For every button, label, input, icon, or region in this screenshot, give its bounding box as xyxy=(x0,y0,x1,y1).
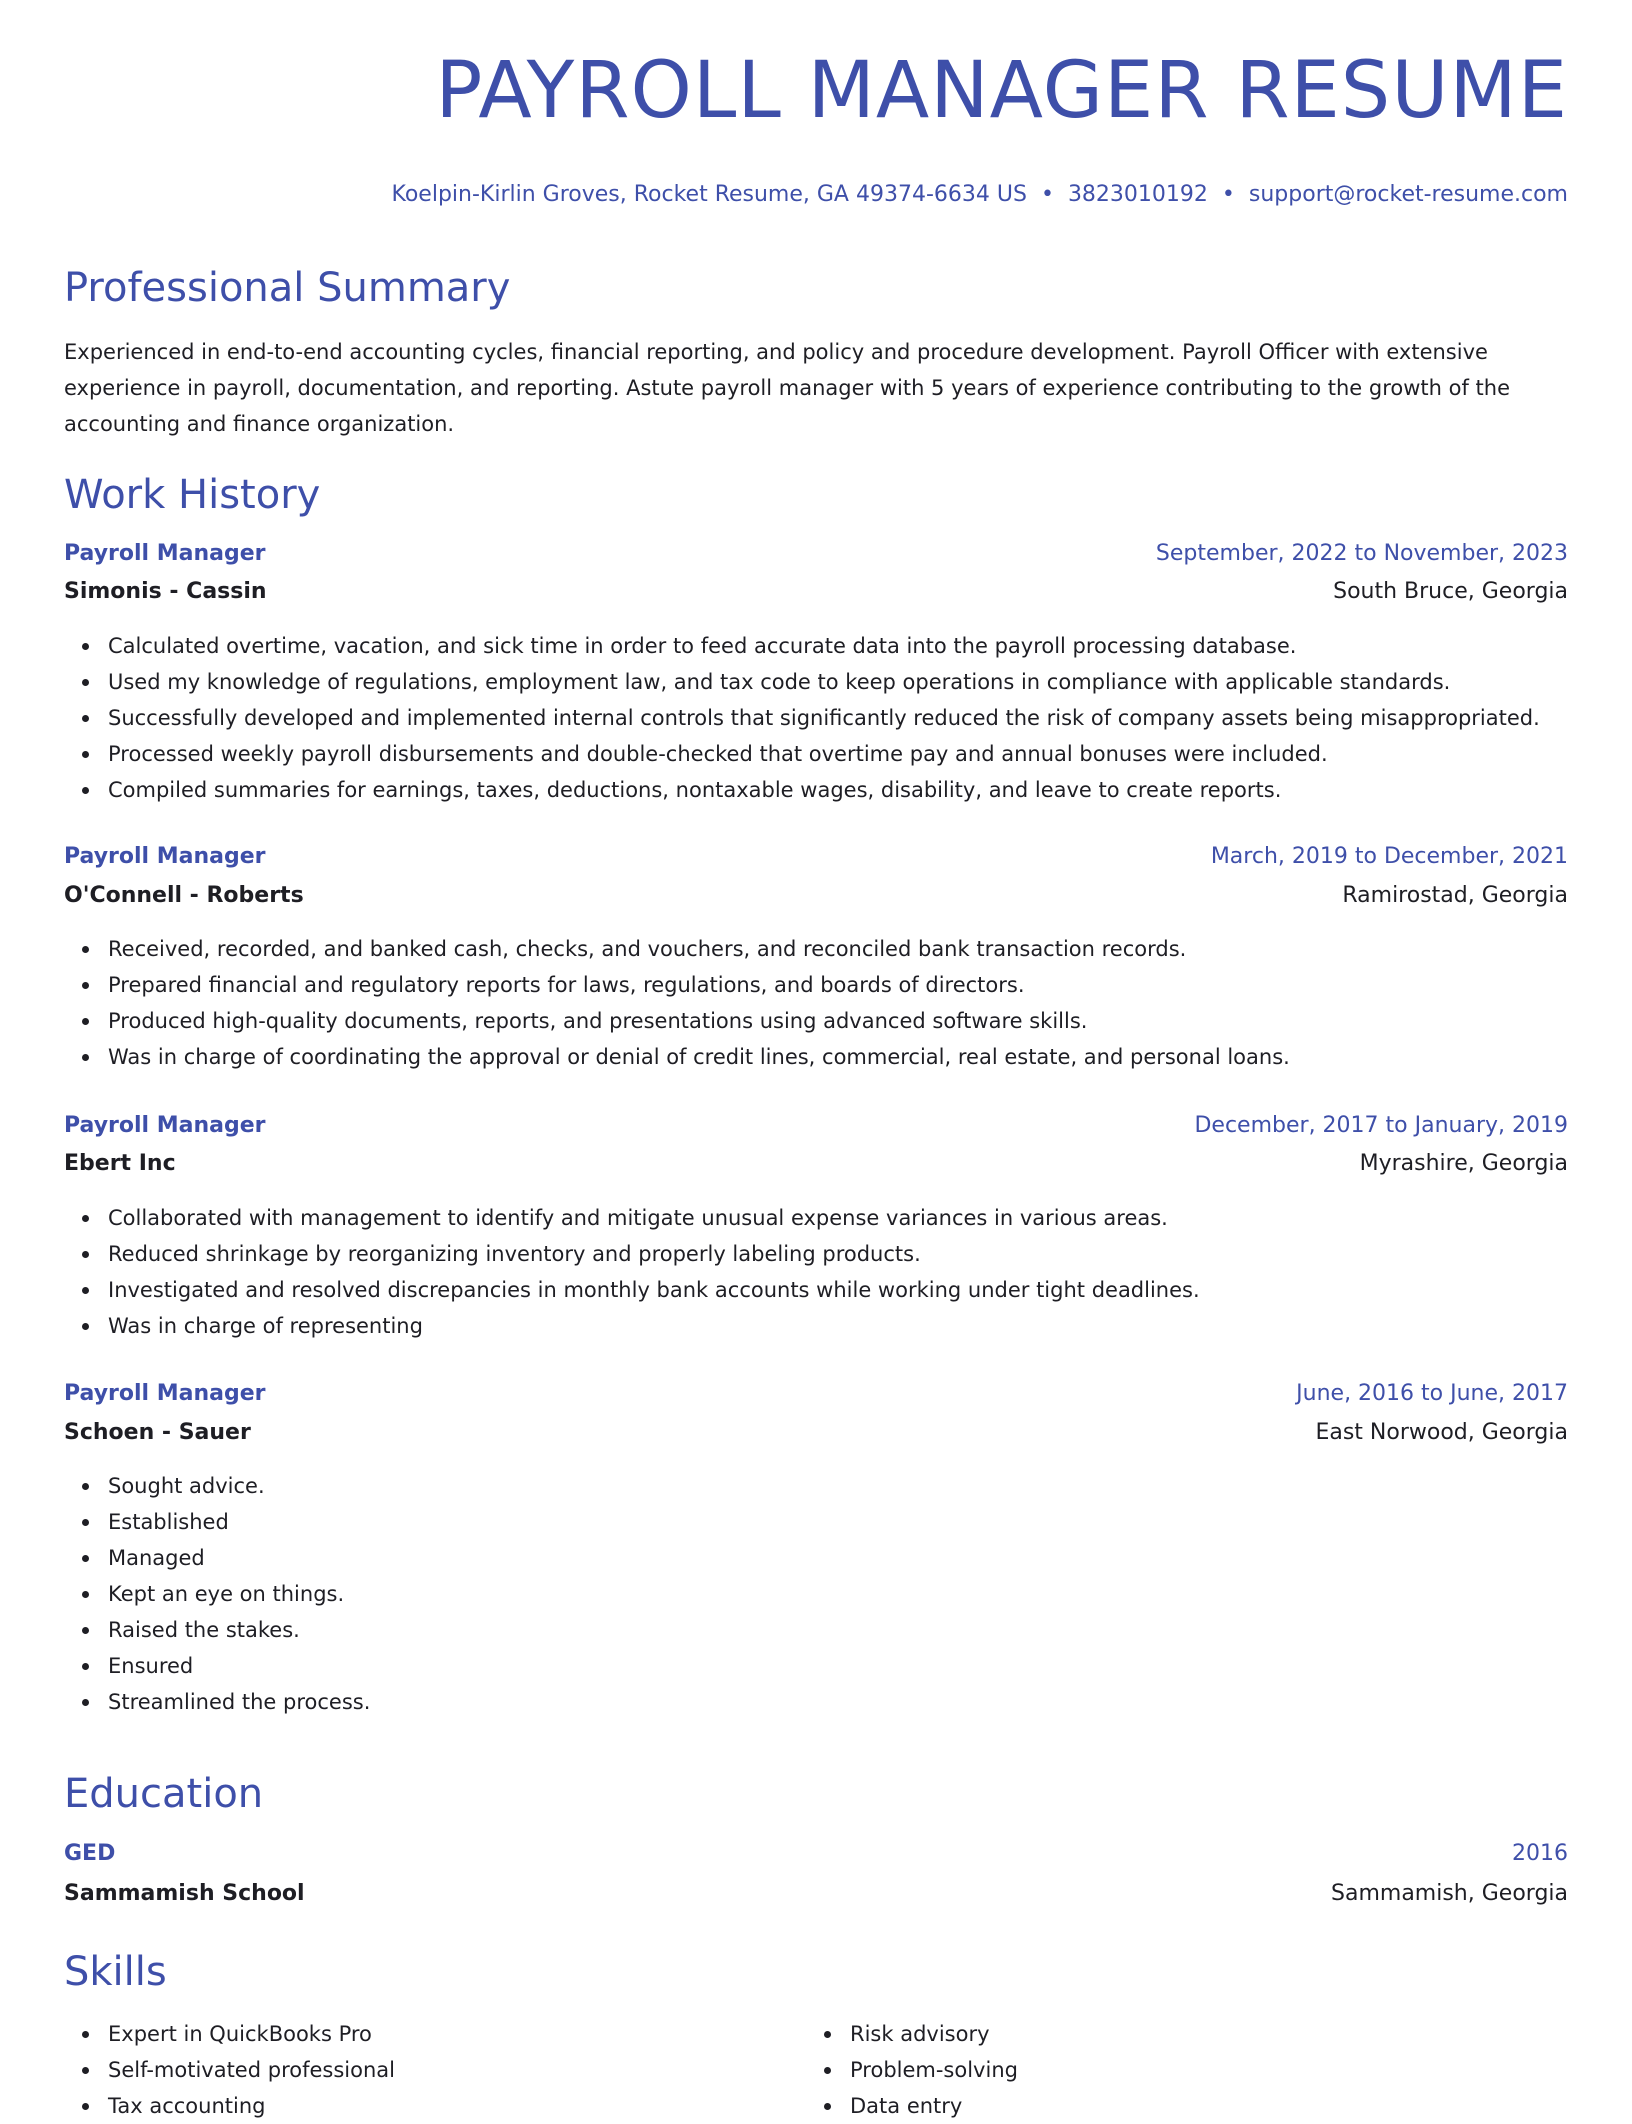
job-bullet-list xyxy=(64,1200,1568,1344)
job-dates: June, 2016 to June, 2017 xyxy=(1296,1381,1568,1406)
list-item: Ensured xyxy=(108,1648,1568,1684)
job-header xyxy=(64,1381,1568,1411)
work-history-heading: Work History xyxy=(64,472,321,518)
job-employer: Ebert Inc xyxy=(64,1151,176,1176)
list-item: Kept an eye on things. xyxy=(108,1576,1568,1612)
list-item: Problem-solving xyxy=(850,2052,1550,2088)
list-item: Reduced shrinkage by reorganizing inventory and properly labeling products. xyxy=(108,1236,1568,1272)
job-title: Payroll Manager xyxy=(64,541,266,566)
skills-list-left xyxy=(64,2016,808,2124)
job-location: East Norwood, Georgia xyxy=(1315,1420,1568,1445)
list-item: Compiled summaries for earnings, taxes, deductions, nontaxable wages, disability, and leave to create reports. xyxy=(108,772,1568,808)
job-bullet-list xyxy=(64,1468,1568,1720)
list-item: Calculated overtime, vacation, and sick time in order to feed accurate data into the payroll processing database. xyxy=(108,628,1568,664)
list-item: Managed xyxy=(108,1540,1568,1576)
list-item: Established xyxy=(108,1504,1568,1540)
list-item: Used my knowledge of regulations, employment law, and tax code to keep operations in compliance with applicable standards. xyxy=(108,664,1568,700)
education-header xyxy=(64,1841,1568,1871)
job-title: Payroll Manager xyxy=(64,1113,266,1138)
contact-separator: • xyxy=(1040,182,1054,207)
job-location: South Bruce, Georgia xyxy=(1333,579,1568,604)
job-location: Myrashire, Georgia xyxy=(1359,1151,1568,1176)
education-location: Sammamish, Georgia xyxy=(1331,1881,1568,1906)
list-item: Prepared financial and regulatory reports for laws, regulations, and boards of directors. xyxy=(108,967,1568,1003)
summary-text: Experienced in end-to-end accounting cycles, financial reporting, and policy and procedure development. Payroll Officer with extensive experience in payroll, documentation, and reporting. Astute payroll manager with 5 years of experience contributing to the growth of the accounting and finance organization. xyxy=(64,340,1510,436)
skills-heading: Skills xyxy=(64,1949,167,1995)
list-item: Was in charge of coordinating the approval or denial of credit lines, commercial, real estate, and personal loans. xyxy=(108,1039,1568,1075)
list-item: Processed weekly payroll disbursements and double-checked that overtime pay and annual bonuses were included. xyxy=(108,736,1568,772)
list-item: Was in charge of representing xyxy=(108,1308,1568,1344)
job-employer-row xyxy=(64,1151,1568,1181)
list-item: Investigated and resolved discrepancies in monthly bank accounts while working under tight deadlines. xyxy=(108,1272,1568,1308)
education-heading: Education xyxy=(64,1771,264,1817)
job-bullet-list xyxy=(64,628,1568,808)
job-employer-row xyxy=(64,579,1568,609)
job-employer-row xyxy=(64,1420,1568,1450)
job-employer: Simonis - Cassin xyxy=(64,579,267,604)
job-header xyxy=(64,844,1568,874)
job-dates: December, 2017 to January, 2019 xyxy=(1194,1113,1568,1138)
job-header xyxy=(64,1113,1568,1143)
contact-separator: • xyxy=(1221,182,1235,207)
skills-list-right xyxy=(806,2016,1550,2124)
list-item: Received, recorded, and banked cash, checks, and vouchers, and reconciled bank transaction records. xyxy=(108,931,1568,967)
list-item: Collaborated with management to identify and mitigate unusual expense variances in various areas. xyxy=(108,1200,1568,1236)
list-item: Risk advisory xyxy=(850,2016,1550,2052)
job-location: Ramirostad, Georgia xyxy=(1342,883,1568,908)
education-degree: GED xyxy=(64,1841,116,1866)
contact-phone[interactable]: 3823010192 xyxy=(1067,182,1208,207)
job-employer-row xyxy=(64,883,1568,913)
list-item: Self-motivated professional xyxy=(108,2052,808,2088)
job-dates: September, 2022 to November, 2023 xyxy=(1155,541,1568,566)
list-item: Expert in QuickBooks Pro xyxy=(108,2016,808,2052)
education-school-row xyxy=(64,1881,1568,1911)
list-item: Tax accounting xyxy=(108,2088,808,2124)
education-year: 2016 xyxy=(1512,1841,1568,1866)
job-dates: March, 2019 to December, 2021 xyxy=(1210,844,1568,869)
list-item: Sought advice. xyxy=(108,1468,1568,1504)
list-item: Produced high-quality documents, reports, and presentations using advanced software skills. xyxy=(108,1003,1568,1039)
job-title: Payroll Manager xyxy=(64,1381,266,1406)
job-employer: Schoen - Sauer xyxy=(64,1420,251,1445)
list-item: Streamlined the process. xyxy=(108,1684,1568,1720)
job-title: Payroll Manager xyxy=(64,844,266,869)
list-item: Raised the stakes. xyxy=(108,1612,1568,1648)
summary-heading: Professional Summary xyxy=(64,265,511,311)
list-item: Successfully developed and implemented internal controls that significantly reduced the risk of company assets being misappropriated. xyxy=(108,700,1568,736)
contact-line xyxy=(392,182,1568,207)
job-employer: O'Connell - Roberts xyxy=(64,883,304,908)
education-school: Sammamish School xyxy=(64,1881,305,1906)
job-header xyxy=(64,541,1568,571)
contact-email[interactable]: support@rocket-resume.com xyxy=(1248,182,1568,207)
job-bullet-list xyxy=(64,931,1568,1075)
resume-title: PAYROLL MANAGER RESUME xyxy=(435,46,1568,136)
contact-address: Koelpin-Kirlin Groves, Rocket Resume, GA 49374-6634 US xyxy=(391,182,1027,207)
list-item: Data entry xyxy=(850,2088,1550,2124)
